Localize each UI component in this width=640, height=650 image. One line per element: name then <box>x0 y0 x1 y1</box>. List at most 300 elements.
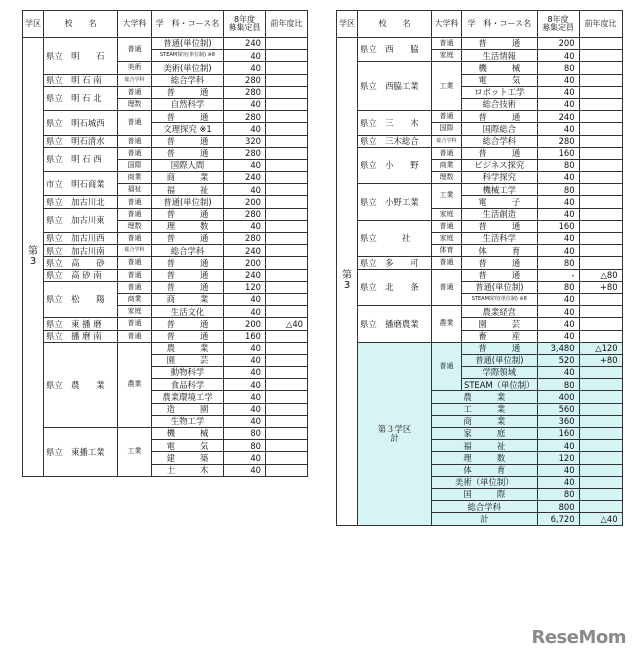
course-name: ロボット工学 <box>462 86 538 98</box>
school-name: 県立 高 砂 南 <box>44 269 118 281</box>
table-row <box>23 245 308 257</box>
prev-year-diff <box>266 428 308 440</box>
table-row <box>337 269 623 281</box>
course-name: 畜 産 <box>462 330 538 342</box>
header-quota-line2: 募集定員 <box>542 23 575 32</box>
total-prev-diff <box>579 452 622 464</box>
prev-year-diff <box>579 196 622 208</box>
category-cell: 普通 <box>118 281 152 293</box>
school-name: 県立 加古川西 <box>44 233 118 245</box>
prev-year-diff <box>579 233 622 245</box>
school-name: 県立 西脇工業 <box>358 62 432 111</box>
course-name: 普通(単位制) <box>152 38 224 50</box>
school-name: 県立 三 木 <box>358 111 432 135</box>
course-name: 生活創造 <box>462 208 538 220</box>
prev-year-diff <box>266 306 308 318</box>
category-cell: 普通 <box>118 111 152 135</box>
header-prev: 前年度比 <box>266 11 308 38</box>
course-name: 商 業 <box>152 172 224 184</box>
school-name: 県立 小 野 <box>358 147 432 184</box>
table-row <box>23 38 308 50</box>
total-category-name: 国 際 <box>432 488 538 500</box>
course-name: 国際総合 <box>462 123 538 135</box>
prev-year-diff <box>266 111 308 123</box>
quota-value: 40 <box>224 159 266 171</box>
table-row <box>337 135 623 147</box>
course-name: 普 通 <box>152 281 224 293</box>
category-cell: 普通 <box>118 269 152 281</box>
course-name: 機 械 <box>462 62 538 74</box>
prev-year-diff <box>579 123 622 135</box>
quota-value: 40 <box>224 354 266 366</box>
quota-value: 280 <box>224 147 266 159</box>
total-category-name: 商 業 <box>432 415 538 427</box>
school-name: 県立 明石城西 <box>44 111 118 135</box>
quota-value: 280 <box>224 233 266 245</box>
prev-year-diff <box>266 147 308 159</box>
course-name: 普通(単位制) <box>462 281 538 293</box>
category-cell: 体育 <box>432 245 462 257</box>
total-category-name: 農 業 <box>432 391 538 403</box>
quota-value: 120 <box>224 281 266 293</box>
quota-value: 40 <box>537 98 579 110</box>
course-name: 普 通 <box>462 111 538 123</box>
quota-value: 40 <box>537 123 579 135</box>
school-name: 県立 明 石 <box>44 38 118 75</box>
category-cell: 普通 <box>432 38 462 50</box>
category-cell: 家庭 <box>432 233 462 245</box>
total-category-name: 福 祉 <box>432 440 538 452</box>
total-prev-diff <box>579 464 622 476</box>
quota-value: 240 <box>224 269 266 281</box>
prev-year-diff <box>266 159 308 171</box>
quota-value: 80 <box>537 281 579 293</box>
category-cell: 国際 <box>118 159 152 171</box>
school-name: 県立 明 石 西 <box>44 147 118 171</box>
course-name: 普 通 <box>462 147 538 159</box>
quota-value: 200 <box>224 318 266 330</box>
course-name: 普 通 <box>152 318 224 330</box>
course-name: 普 通 <box>152 269 224 281</box>
prev-year-diff <box>579 306 622 318</box>
table-row <box>337 147 623 159</box>
course-name: 総合学科 <box>152 245 224 257</box>
category-cell: 福祉 <box>118 184 152 196</box>
quota-value: 40 <box>224 391 266 403</box>
total-prev-diff <box>579 488 622 500</box>
table-row <box>23 172 308 184</box>
prev-year-diff <box>266 367 308 379</box>
quota-value: 40 <box>537 293 579 305</box>
quota-value: 80 <box>537 257 579 269</box>
table-row <box>23 330 308 342</box>
course-name: 普 通 <box>152 233 224 245</box>
category-cell: 総合学科 <box>118 74 152 86</box>
header-quota <box>537 11 579 38</box>
total-quota-value: 800 <box>537 501 579 513</box>
prev-year-diff <box>579 208 622 220</box>
header-quota-line1: 8年度 <box>233 15 256 24</box>
category-cell: 普通 <box>118 318 152 330</box>
quota-value: 40 <box>224 98 266 110</box>
category-cell: 農業 <box>432 306 462 343</box>
prev-year-diff <box>266 354 308 366</box>
total-prev-diff <box>579 379 622 391</box>
course-name: 機械工学 <box>462 184 538 196</box>
table-row <box>23 281 308 293</box>
total-quota-value: 560 <box>537 403 579 415</box>
course-name: 普 通 <box>152 135 224 147</box>
table-row <box>337 38 623 50</box>
prev-year-diff <box>579 257 622 269</box>
total-quota-value: 520 <box>537 354 579 366</box>
category-cell: 農業 <box>118 342 152 427</box>
prev-year-diff <box>579 111 622 123</box>
category-cell: 総合学科 <box>118 245 152 257</box>
course-name: 普 通 <box>152 86 224 98</box>
school-name: 県立 明 石 南 <box>44 74 118 86</box>
header-course: 学 科・コース名 <box>462 11 538 38</box>
right-header-row <box>337 11 623 38</box>
course-name: 体 育 <box>462 245 538 257</box>
prev-year-diff <box>266 342 308 354</box>
table-row <box>337 62 623 74</box>
prev-year-diff <box>266 245 308 257</box>
prev-year-diff <box>266 196 308 208</box>
quota-value: 40 <box>224 403 266 415</box>
category-cell: 普通 <box>118 196 152 208</box>
category-cell: 普通 <box>432 111 462 123</box>
quota-value: 40 <box>537 245 579 257</box>
category-cell: 普通 <box>432 269 462 306</box>
course-name: 総合学科 <box>152 74 224 86</box>
table-row <box>337 111 623 123</box>
prev-year-diff <box>266 379 308 391</box>
prev-year-diff <box>579 293 622 305</box>
school-name: 県立 北 条 <box>358 269 432 306</box>
school-name: 県立 播 磨 南 <box>44 330 118 342</box>
prev-year-diff: △40 <box>266 318 308 330</box>
course-name: 機 械 <box>152 428 224 440</box>
prev-year-diff <box>266 257 308 269</box>
prev-year-diff <box>579 135 622 147</box>
category-cell: 工業 <box>432 184 462 208</box>
quota-value: 200 <box>224 257 266 269</box>
category-cell: 普通 <box>118 86 152 98</box>
left-table-container <box>22 10 308 477</box>
header-category: 大学科 <box>118 11 152 38</box>
quota-value: 40 <box>537 50 579 62</box>
course-name: 普 通 <box>152 147 224 159</box>
total-category-name: 計 <box>432 513 538 525</box>
school-name: 県立 加古川北 <box>44 196 118 208</box>
table-row <box>337 257 623 269</box>
course-name: 電 気 <box>462 74 538 86</box>
school-name: 県立 三木総合 <box>358 135 432 147</box>
district-total-label-line2: 計 <box>390 432 399 443</box>
prev-year-diff <box>579 86 622 98</box>
total-prev-diff: △120 <box>579 342 622 354</box>
category-cell: 商業 <box>118 172 152 184</box>
table-row <box>23 257 308 269</box>
total-quota-value: 40 <box>537 464 579 476</box>
quota-value: 240 <box>224 245 266 257</box>
category-cell: 普通 <box>118 208 152 220</box>
total-category-name: 体 育 <box>432 464 538 476</box>
total-prev-diff <box>579 403 622 415</box>
course-name: 福 祉 <box>152 184 224 196</box>
prev-year-diff <box>266 86 308 98</box>
quota-value: 40 <box>224 464 266 476</box>
category-cell: 家庭 <box>432 50 462 62</box>
course-name: 普通(単位制) <box>152 196 224 208</box>
total-course-name: 普 通 <box>462 342 538 354</box>
quota-value: 40 <box>537 86 579 98</box>
school-name: 県立 西 脇 <box>358 38 432 62</box>
category-cell: 普通 <box>432 220 462 232</box>
prev-year-diff <box>266 440 308 452</box>
school-name: 県立 多 可 <box>358 257 432 269</box>
category-cell: 普通 <box>118 135 152 147</box>
quota-value: 320 <box>224 135 266 147</box>
category-cell: 理数 <box>118 98 152 110</box>
header-category: 大学科 <box>432 11 462 38</box>
table-row <box>337 220 623 232</box>
course-name: 総合学科 <box>462 135 538 147</box>
school-name: 市立 明石商業 <box>44 172 118 196</box>
prev-year-diff <box>266 452 308 464</box>
category-cell: 普通 <box>118 147 152 159</box>
prev-year-diff <box>266 269 308 281</box>
prev-year-diff <box>579 318 622 330</box>
quota-value: 40 <box>224 123 266 135</box>
table-row <box>23 318 308 330</box>
category-cell: 理数 <box>118 220 152 232</box>
table-row <box>23 86 308 98</box>
quota-value: 40 <box>537 330 579 342</box>
school-name: 県立 明 石 北 <box>44 86 118 110</box>
course-name: 動物科学 <box>152 367 224 379</box>
table-row <box>23 135 308 147</box>
total-category-name: 家 庭 <box>432 428 538 440</box>
prev-year-diff <box>579 245 622 257</box>
course-name: 造 園 <box>152 403 224 415</box>
total-prev-diff <box>579 391 622 403</box>
course-name: 自然科学 <box>152 98 224 110</box>
prev-year-diff <box>579 184 622 196</box>
total-quota-value: 120 <box>537 452 579 464</box>
quota-value: 40 <box>224 62 266 74</box>
prev-year-diff <box>579 74 622 86</box>
quota-value: 40 <box>537 208 579 220</box>
course-name: 農業環境工学 <box>152 391 224 403</box>
quota-value: 240 <box>224 38 266 50</box>
school-name: 県立 高 砂 <box>44 257 118 269</box>
quota-value: 200 <box>224 196 266 208</box>
course-name: 土 木 <box>152 464 224 476</box>
total-quota-value: 40 <box>537 440 579 452</box>
category-cell: 普通 <box>118 38 152 62</box>
quota-value: 80 <box>537 184 579 196</box>
course-name: 普 通 <box>462 257 538 269</box>
left-table-body <box>23 38 308 477</box>
course-name: 農業経営 <box>462 306 538 318</box>
school-name: 県立 社 <box>358 220 432 257</box>
school-name: 県立 小野工業 <box>358 184 432 221</box>
prev-year-diff: △80 <box>579 269 622 281</box>
course-name: 園 芸 <box>462 318 538 330</box>
resemom-logo: ReseMom <box>531 627 626 648</box>
prev-year-diff <box>579 50 622 62</box>
category-cell: 商業 <box>432 159 462 171</box>
total-prev-diff <box>579 476 622 488</box>
course-name: 総合技術 <box>462 98 538 110</box>
category-cell: 普通 <box>118 330 152 342</box>
prev-year-diff <box>266 123 308 135</box>
right-table-container <box>336 10 623 526</box>
course-name: 建 築 <box>152 452 224 464</box>
quota-value: 160 <box>224 330 266 342</box>
quota-value: 40 <box>537 318 579 330</box>
course-name: 園 芸 <box>152 354 224 366</box>
category-cell: 家庭 <box>118 306 152 318</box>
school-name: 県立 農 業 <box>44 342 118 427</box>
prev-year-diff <box>266 62 308 74</box>
category-cell: 普通 <box>118 233 152 245</box>
prev-year-diff <box>266 50 308 62</box>
school-name: 県立 加古川東 <box>44 208 118 232</box>
left-quota-table <box>22 10 308 477</box>
quota-value: 40 <box>224 220 266 232</box>
category-cell: 普通 <box>432 257 462 269</box>
category-cell: 工業 <box>118 428 152 477</box>
table-row <box>23 208 308 220</box>
prev-year-diff <box>266 403 308 415</box>
quota-value: 80 <box>224 428 266 440</box>
total-prev-diff <box>579 428 622 440</box>
prev-year-diff <box>579 98 622 110</box>
quota-value: 40 <box>224 367 266 379</box>
school-name: 県立 加古川南 <box>44 245 118 257</box>
quota-value: - <box>537 269 579 281</box>
total-quota-value: 3,480 <box>537 342 579 354</box>
category-cell: 家庭 <box>432 208 462 220</box>
quota-value: 40 <box>224 184 266 196</box>
category-cell: 理数 <box>432 172 462 184</box>
quota-value: 40 <box>537 172 579 184</box>
course-name: 理 数 <box>152 220 224 232</box>
total-prev-diff <box>579 501 622 513</box>
quota-value: 80 <box>537 62 579 74</box>
table-row <box>23 74 308 86</box>
total-quota-value: 40 <box>537 367 579 379</box>
course-name: 生活情報 <box>462 50 538 62</box>
total-quota-value: 40 <box>537 476 579 488</box>
prev-year-diff <box>266 233 308 245</box>
total-quota-value: 80 <box>537 379 579 391</box>
course-name: 食品科学 <box>152 379 224 391</box>
total-quota-value: 360 <box>537 415 579 427</box>
school-district-cell: 第 3 <box>337 38 358 526</box>
total-quota-value: 80 <box>537 488 579 500</box>
total-course-name: 普通(単位制) <box>462 354 538 366</box>
course-name: 農 業 <box>152 342 224 354</box>
prev-year-diff <box>579 159 622 171</box>
course-name: 国際人間 <box>152 159 224 171</box>
total-quota-value: 6,720 <box>537 513 579 525</box>
total-category-name: 美術（単位制） <box>432 476 538 488</box>
course-name: 普 通 <box>152 111 224 123</box>
table-row <box>337 306 623 318</box>
header-quota <box>224 11 266 38</box>
category-cell: 工業 <box>432 62 462 111</box>
total-prev-diff: △40 <box>579 513 622 525</box>
course-name: 生物工学 <box>152 415 224 427</box>
course-name: 普 通 <box>152 257 224 269</box>
table-row <box>23 428 308 440</box>
table-row <box>23 269 308 281</box>
course-name: 普 通 <box>152 208 224 220</box>
category-cell: 国際 <box>432 123 462 135</box>
prev-year-diff <box>266 184 308 196</box>
total-category-name: 総合学科 <box>432 501 538 513</box>
prev-year-diff <box>266 74 308 86</box>
course-name: 電 子 <box>462 196 538 208</box>
quota-value: 40 <box>537 306 579 318</box>
school-name: 県立 東 播 磨 <box>44 318 118 330</box>
course-name: 電 気 <box>152 440 224 452</box>
course-name: 生活文化 <box>152 306 224 318</box>
quota-value: 160 <box>537 220 579 232</box>
quota-value: 280 <box>224 111 266 123</box>
total-category-name: 工 業 <box>432 403 538 415</box>
prev-year-diff <box>579 147 622 159</box>
quota-value: 280 <box>537 135 579 147</box>
table-row <box>23 147 308 159</box>
school-name: 県立 松 陽 <box>44 281 118 318</box>
quota-value: 40 <box>224 306 266 318</box>
category-cell: 普通 <box>118 257 152 269</box>
quota-value: 280 <box>224 86 266 98</box>
course-name: 美術(単位制) <box>152 62 224 74</box>
course-name: STEAM探究(単位制) ※8 <box>462 293 538 305</box>
quota-value: 200 <box>537 38 579 50</box>
total-course-name: 学際領域 <box>462 367 538 379</box>
quota-value: 280 <box>224 208 266 220</box>
quota-value: 240 <box>224 172 266 184</box>
quota-value: 240 <box>537 111 579 123</box>
header-area: 学区 <box>23 11 44 38</box>
course-name: 生活科学 <box>462 233 538 245</box>
prev-year-diff <box>266 135 308 147</box>
district-total-label-line1: 第３学区 <box>377 424 412 435</box>
prev-year-diff <box>266 330 308 342</box>
prev-year-diff: +80 <box>579 281 622 293</box>
table-row <box>337 184 623 196</box>
quota-value: 40 <box>537 74 579 86</box>
left-header-row <box>23 11 308 38</box>
total-row <box>337 342 623 354</box>
table-row <box>23 233 308 245</box>
total-quota-value: 160 <box>537 428 579 440</box>
total-futsu-label: 普通 <box>432 342 462 391</box>
quota-value: 40 <box>224 415 266 427</box>
quota-value: 40 <box>537 196 579 208</box>
prev-year-diff <box>579 38 622 50</box>
quota-value: 40 <box>537 233 579 245</box>
prev-year-diff <box>266 98 308 110</box>
course-name: 文理探究 ※1 <box>152 123 224 135</box>
